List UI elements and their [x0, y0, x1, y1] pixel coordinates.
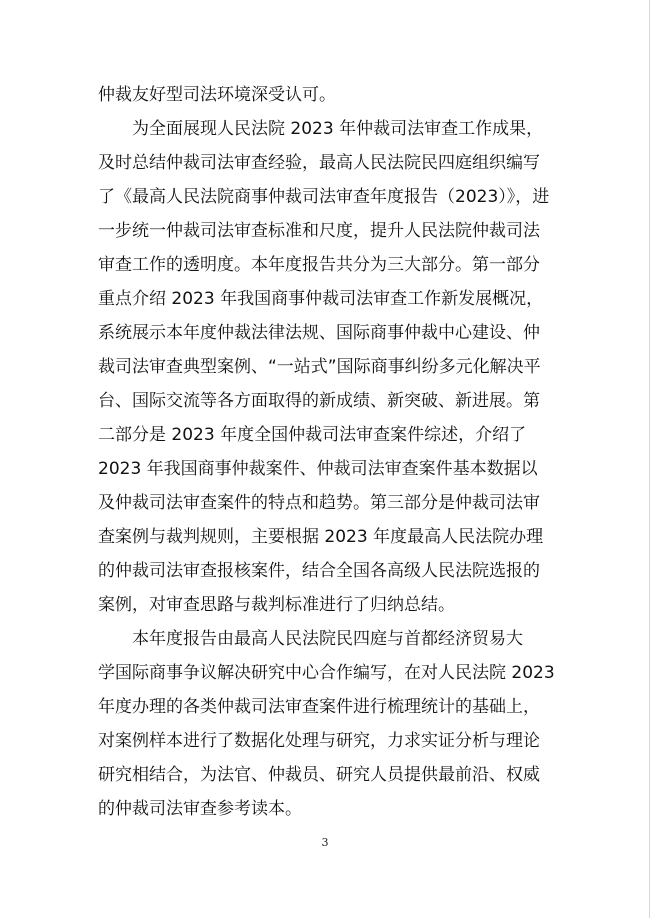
text-line: 的仲裁司法审查报核案件，结合全国各高级人民法院选报的 — [98, 561, 540, 581]
text-line: 的仲裁司法审查参考读本。 — [98, 799, 302, 819]
text-line: 本年度报告由最高人民法院民四庭与首都经济贸易大 — [98, 629, 523, 649]
page-number: 3 — [321, 836, 329, 849]
text-line: 一步统一仲裁司法审查标准和尺度，提升人民法院仲裁司法 — [98, 221, 540, 241]
text-line: 仲裁友好型司法环境深受认可。 — [98, 85, 336, 105]
text-line: 为全面展现人民法院 2023 年仲裁司法审查工作成果， — [98, 119, 544, 139]
text-line: 台、国际交流等各方面取得的新成绩、新突破、新进展。第 — [98, 391, 540, 411]
text-line: 2023 年我国商事仲裁案件、仲裁司法审查案件基本数据以 — [98, 459, 538, 479]
text-line: 审查工作的透明度。本年度报告共分为三大部分。第一部分 — [98, 255, 540, 275]
body-text — [98, 78, 555, 826]
text-line: 对案例样本进行了数据化处理与研究，力求实证分析与理论 — [98, 731, 540, 751]
text-line: 系统展示本年度仲裁法律法规、国际商事仲裁中心建设、仲 — [98, 323, 540, 343]
text-line: 重点介绍 2023 年我国商事仲裁司法审查工作新发展概况， — [98, 289, 544, 309]
text-line: 及仲裁司法审查案件的特点和趋势。第三部分是仲裁司法审 — [98, 493, 540, 513]
text-line: 研究相结合，为法官、仲裁员、研究人员提供最前沿、权威 — [98, 765, 540, 785]
text-line: 二部分是 2023 年度全国仲裁司法审查案件综述，介绍了 — [98, 425, 527, 445]
text-line: 学国际商事争议解决研究中心合作编写，在对人民法院 2023 — [98, 663, 555, 683]
text-line: 裁司法审查典型案例、“一站式”国际商事纠纷多元化解决平 — [98, 357, 541, 377]
text-line: 案例，对审查思路与裁判标准进行了归纳总结。 — [98, 595, 455, 615]
text-line: 及时总结仲裁司法审查经验，最高人民法院民四庭组织编写 — [98, 153, 540, 173]
text-line: 查案例与裁判规则，主要根据 2023 年度最高人民法院办理 — [98, 527, 544, 547]
text-line: 年度办理的各类仲裁司法审查案件进行梳理统计的基础上， — [98, 697, 540, 717]
text-line: 了《最高人民法院商事仲裁司法审查年度报告（2023）》，进 — [98, 187, 550, 207]
